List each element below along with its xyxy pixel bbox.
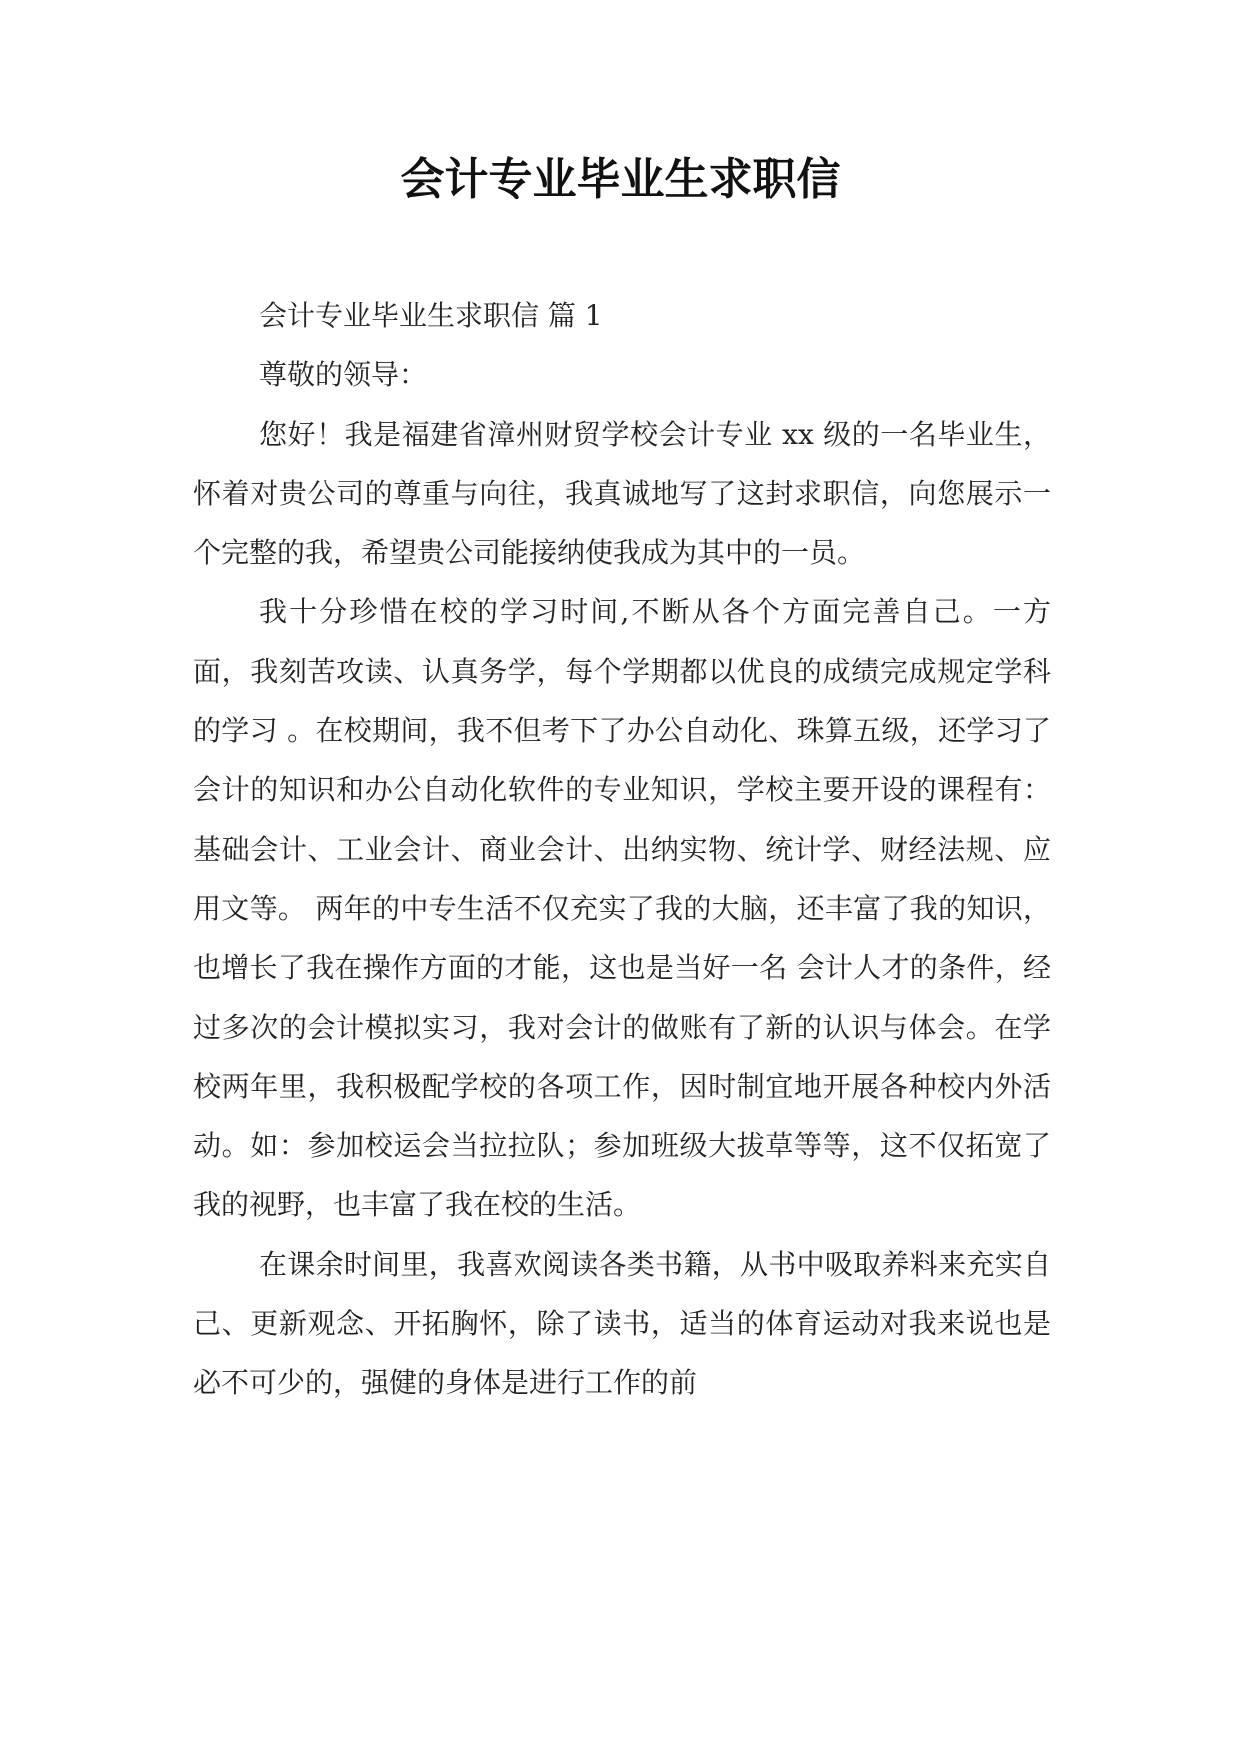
body-paragraph: 我十分珍惜在校的学习时间,不断从各个方面完善自己。一方面，我刻苦攻读、认真务学，每个学期都以优良的成绩完成规定学科的学习 。在校期间，我不但考下了办公自动化、珠算五级，还学习了会计的知识和办公自动化软件的专业知识，学校主要开设的课程有：基础会计、工业会计、商业会计、出纳实物、统计学、财经法规、应用文等。 两年的中专生活不仅充实了我的大脑，还丰富了我的知识，也增长了我在操作方面的才能，这也是当好一名 会计人才的条件，经过多次的会计模拟实习，我对会计的做账有了新的认识与体会。在学校两年里，我积极配学校的各项工作，因时制宜地开展各种校内外活动。如：参加校运会当拉拉队；参加班级大拔草等等，这不仅拓宽了我的视野，也丰富了我在校的生活。 xyxy=(193,595,1051,1222)
salutation: 尊敬的领导： xyxy=(259,358,428,392)
section-heading: 会计专业毕业生求职信 篇 1 xyxy=(259,299,603,332)
document-title: 会计专业毕业生求职信 xyxy=(400,154,841,205)
document-body xyxy=(193,286,1051,1413)
body-paragraph: 在课余时间里，我喜欢阅读各类书籍，从书中吸取养料来充实自己、更新观念、开拓胸怀，除了读书，适当的体育运动对我来说也是必不可少的，强健的身体是进行工作的前 xyxy=(193,1247,1051,1400)
body-paragraph: 您好！我是福建省漳州财贸学校会计专业 xx 级的一名毕业生，怀着对贵公司的尊重与向往，我真诚地写了这封求职信，向您展示一个完整的我，希望贵公司能接纳使我成为其中的一员。 xyxy=(193,417,1051,570)
